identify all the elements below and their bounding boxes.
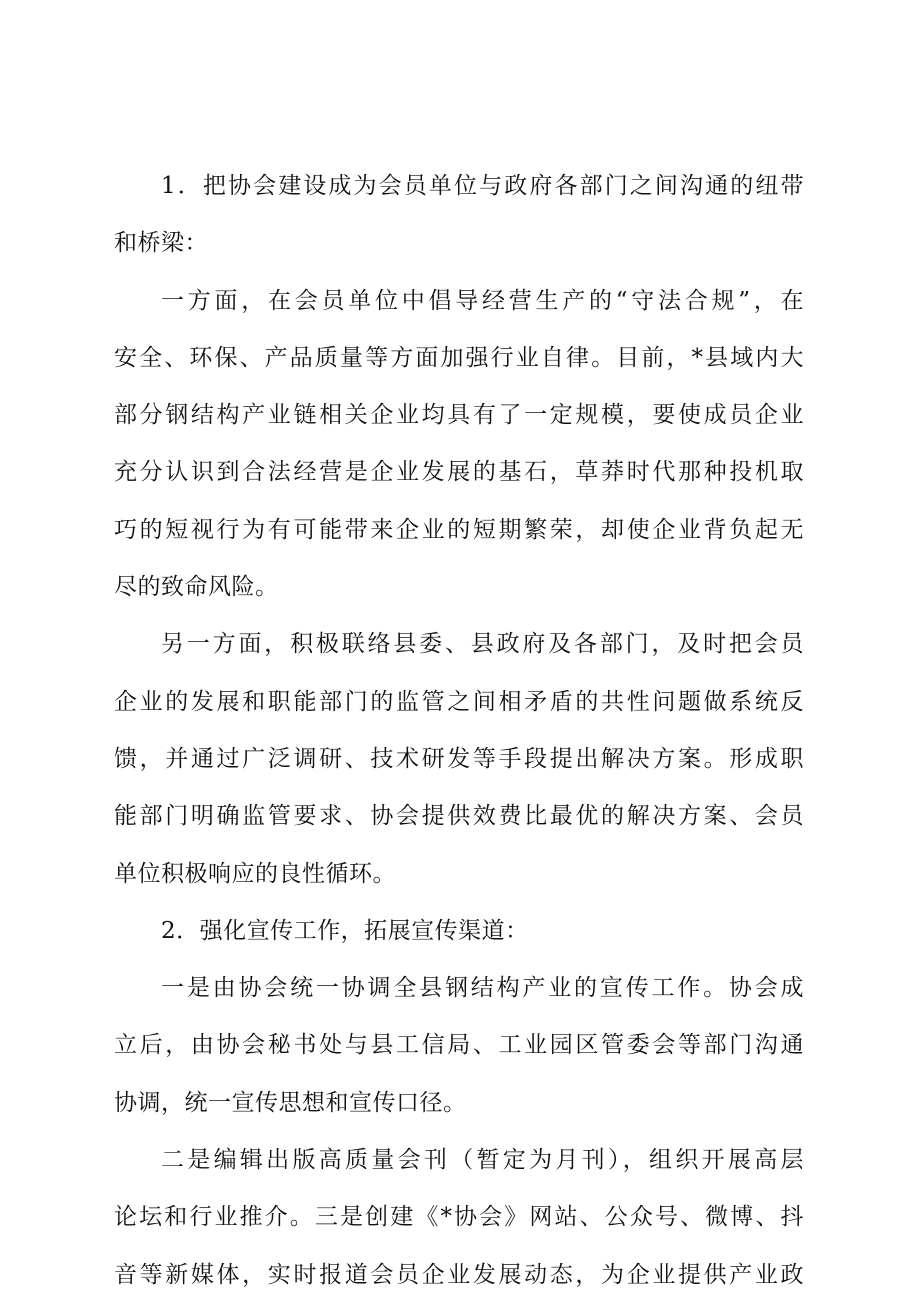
text-line: 论坛和行业推介。三是创建《*协会》网站、公众号、微博、抖 (114, 1204, 804, 1231)
document-body (114, 158, 804, 1304)
text-line: 一方面，在会员单位中倡导经营生产的“守法合规”，在 (161, 287, 804, 314)
text-line: 安全、环保、产品质量等方面加强行业自律。目前，*县域内大 (114, 344, 804, 371)
text-line: 部分钢结构产业链相关企业均具有了一定规模，要使成员企业 (114, 402, 804, 429)
text-line: 企业的发展和职能部门的监管之间相矛盾的共性问题做系统反 (114, 688, 804, 715)
text-line: 能部门明确监管要求、协会提供效费比最优的解决方案、会员 (114, 803, 804, 830)
text-line: 充分认识到合法经营是企业发展的基石，草莽时代那种投机取 (114, 459, 804, 486)
text-line: 巧的短视行为有可能带来企业的短期繁荣，却使企业背负起无 (114, 516, 804, 543)
text-line: 另一方面，积极联络县委、县政府及各部门，及时把会员 (161, 631, 804, 658)
paragraph-heading-2: 2．强化宣传工作，拓展宣传渠道： (161, 917, 529, 944)
text-line: 二是编辑出版高质量会刊（暂定为月刊），组织开展高层 (161, 1147, 804, 1174)
text-line: 一是由协会统一协调全县钢结构产业的宣传工作。协会成 (161, 975, 804, 1002)
text-line: 和桥梁： (114, 230, 208, 257)
text-line: 协调，统一宣传思想和宣传口径。 (114, 1089, 467, 1116)
paragraph-heading-1: 1．把协会建设成为会员单位与政府各部门之间沟通的纽带 (161, 173, 804, 199)
text-line: 尽的致命风险。 (114, 574, 279, 601)
text-line: 单位积极响应的良性循环。 (114, 860, 396, 887)
text-line: 立后，由协会秘书处与县工信局、工业园区管委会等部门沟通 (114, 1032, 804, 1059)
text-line: 馈，并通过广泛调研、技术研发等手段提出解决方案。形成职 (114, 745, 804, 772)
text-line: 音等新媒体，实时报道会员企业发展动态，为企业提供产业政 (114, 1261, 804, 1288)
